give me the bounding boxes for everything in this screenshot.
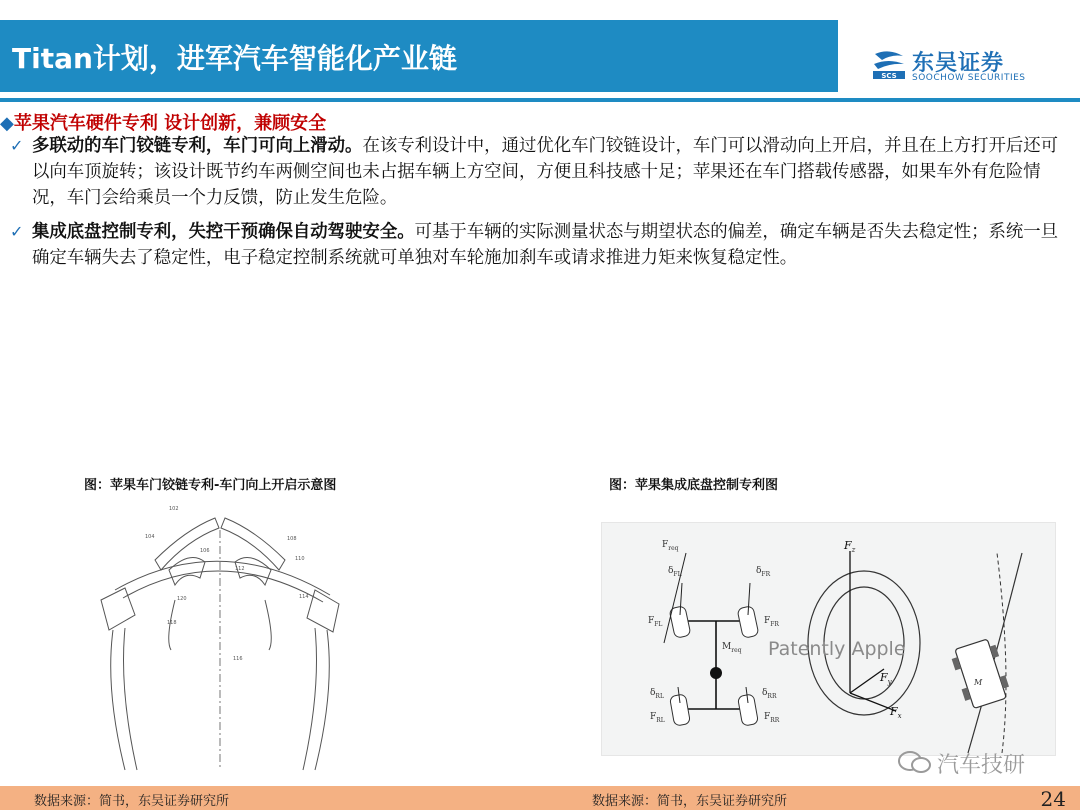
page-title: Titan计划，进军汽车智能化产业链 — [12, 42, 457, 75]
check-icon: ✓ — [10, 136, 24, 155]
svg-text:Mreq: $M_{req}$ — [722, 642, 742, 654]
logo-name-en: SOOCHOW SECURITIES — [912, 73, 1026, 83]
header-divider — [0, 98, 1080, 102]
svg-text:Fx: $F_x$ — [890, 705, 902, 720]
label-delta-rl: δ — [650, 688, 656, 698]
svg-text:Fy: $F_y$ — [880, 671, 892, 686]
label-116: 116 — [233, 656, 243, 662]
label-delta-fr: δ — [756, 566, 762, 576]
vehicle-path — [997, 553, 1006, 753]
label-108: 108 — [287, 536, 297, 542]
diamond-bullet-icon: ◆ — [0, 113, 14, 134]
door-hinge-patent-drawing — [95, 500, 345, 778]
roof-arc-outer — [115, 561, 330, 595]
label-f-rr: F — [764, 712, 771, 722]
body-side-left-inner — [124, 628, 138, 770]
svg-text:δRR: $\delta_{RR}$ — [762, 688, 777, 700]
label-delta-rr: δ — [762, 688, 768, 698]
label-120: 120 — [177, 596, 187, 602]
label-118: 118 — [167, 620, 177, 626]
chassis-control-patent-drawing — [601, 522, 1056, 756]
source-left: 数据来源：简书，东吴证券研究所 — [34, 794, 230, 809]
check-icon: ✓ — [10, 222, 24, 241]
section-subtitle — [0, 109, 326, 135]
wheel-rear-left — [670, 694, 691, 726]
svg-text:Freq: $F_{req}$ — [662, 540, 679, 552]
svg-text:FFR: $F_{FR}$ — [764, 616, 779, 628]
logo-mark-text: SCS — [881, 72, 897, 80]
label-114: 114 — [299, 594, 309, 600]
svg-text:FRL: $F_{RL}$ — [650, 712, 665, 724]
body-side-right — [315, 630, 329, 770]
label-m-req: M — [722, 642, 732, 652]
label-fz: F — [844, 539, 852, 552]
figure-caption-right: 图：苹果集成底盘控制专利图 — [609, 478, 779, 493]
logo-name-cn: 东吴证券 — [912, 51, 1005, 76]
footer-bar — [0, 786, 1080, 810]
center-of-mass-dot — [710, 667, 722, 679]
label-f-fl: F — [648, 616, 655, 626]
label-f-fr: F — [764, 616, 771, 626]
svg-text:δFR: $\delta_{FR}$ — [756, 566, 771, 578]
label-fy: F — [880, 671, 888, 684]
bullet-body: 可基于车辆的实际测量状态与期望状态的偏差，确定车辆是否失去稳定性；系统一旦确定车辆失去了稳定性，电子稳定控制系统就可单独对车轮施加刹车或请求推进力矩来恢复稳定性。 — [32, 222, 1059, 268]
body-side-right-inner — [303, 628, 317, 770]
arm-right — [265, 600, 271, 650]
label-104: 104 — [145, 534, 155, 540]
wechat-icon — [897, 750, 933, 774]
label-102: 102 — [169, 506, 179, 512]
label-110: 110 — [295, 556, 305, 562]
label-fx: F — [890, 705, 898, 718]
svg-text:FFL: $F_{FL}$ — [648, 616, 663, 628]
figure-caption-left: 图：苹果车门铰链专利-车门向上开启示意图 — [84, 478, 337, 493]
subtitle-text: 苹果汽车硬件专利 设计创新，兼顾安全 — [13, 113, 327, 134]
svg-text:FRR: $F_{RR}$ — [764, 712, 780, 724]
source-right: 数据来源：简书，东吴证券研究所 — [592, 794, 788, 809]
svg-text:δFL: $\delta_{FL}$ — [668, 566, 682, 578]
label-106: 106 — [200, 548, 210, 554]
wheel-rear-right — [738, 694, 759, 726]
body-side-left — [111, 630, 125, 770]
bullet-heading: 多联动的车门铰链专利，车门可向上滑动。 — [32, 136, 363, 156]
header-bar — [0, 20, 838, 92]
door-raised-left — [155, 518, 219, 570]
wechat-watermark-text: 汽车技研 — [937, 753, 1026, 778]
page-number: 24 — [1040, 787, 1066, 811]
bullet-item-door-hinge — [10, 133, 1070, 211]
label-f-rl: F — [650, 712, 657, 722]
label-vehicle-m: M — [974, 678, 983, 687]
label-delta-fl: δ — [668, 566, 674, 576]
bullet-body: 在该专利设计中，通过优化车门铰链设计，车门可以滑动向上开启，并且在上方打开后还可以向车顶旋转；该设计既节约车两侧空间也未占据车辆上方空间，方便且科技感十足；苹果还在车门搭载传感器，如果车外有危险情况，车门会给乘员一个力反馈，防止发生危险。 — [32, 136, 1059, 208]
logo-mark-icon — [872, 50, 906, 80]
label-112: 112 — [235, 566, 245, 572]
bullet-heading: 集成底盘控制专利，失控干预确保自动驾驶安全。 — [32, 222, 415, 242]
roof-arc-inner — [123, 571, 323, 602]
bullet-item-chassis-control — [10, 219, 1070, 271]
fy-arrow — [850, 669, 884, 693]
patently-apple-watermark: Patently Apple — [768, 638, 906, 660]
vehicle-top-view — [955, 639, 1006, 708]
svg-text:Fz: $F_z$ — [844, 539, 856, 554]
company-logo — [872, 48, 1032, 88]
label-f-req: F — [662, 540, 669, 550]
svg-text:δRL: $\delta_{RL}$ — [650, 688, 664, 700]
